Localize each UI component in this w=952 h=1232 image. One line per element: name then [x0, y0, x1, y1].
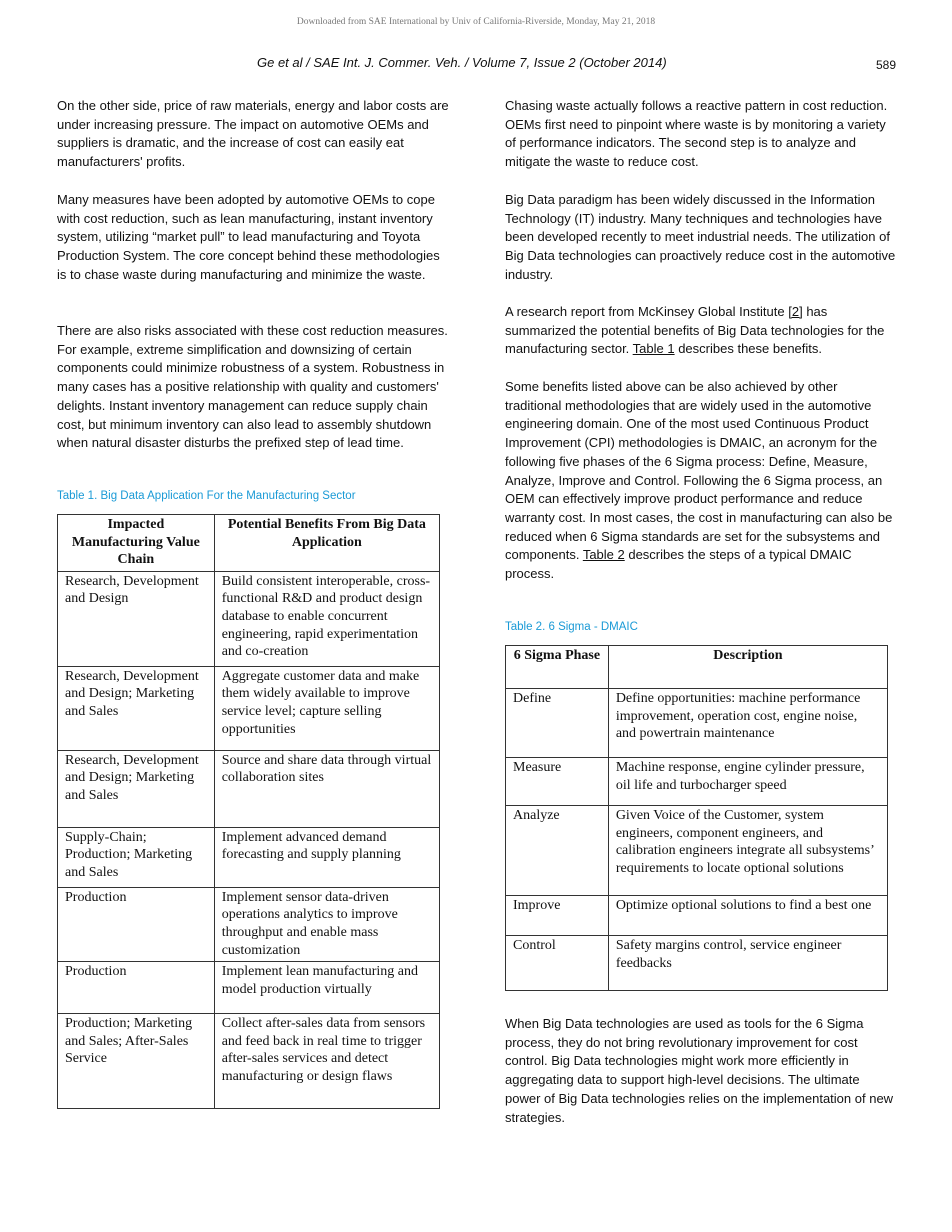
table-row [58, 827, 440, 887]
row-value-cell: Source and share data through virtual collaboration sites [214, 750, 439, 827]
row-label-cell: Production; Marketing and Sales; After-Sales Service [58, 1014, 215, 1109]
text: describes the steps of a typical DMAIC process. [505, 547, 852, 582]
running-header: Ge et al / SAE Int. J. Commer. Veh. / Volume 7, Issue 2 (October 2014) [257, 55, 667, 70]
table-row [58, 1014, 440, 1109]
right-paragraph-4 [505, 378, 897, 584]
left-paragraph-1: On the other side, price of raw materials, energy and labor costs are under increasing pressure. The impact on automotive OEMs and suppliers is dramatic, and the increase of cost can easily eat manufacturers' profits. [57, 98, 449, 170]
table-row [58, 962, 440, 1014]
row-label-cell: Production [58, 962, 215, 1014]
row-value-cell: Implement sensor data-driven operations analytics to improve throughput and enable mass customization [214, 887, 439, 961]
right-paragraph-3 [505, 303, 897, 359]
table2-header: 6 Sigma Phase [506, 646, 609, 689]
table1-header: Impacted Manufacturing Value Chain [58, 515, 215, 572]
table-row [506, 936, 888, 991]
left-paragraph-2: Many measures have been adopted by automotive OEMs to cope with cost reduction, such as lean manufacturing, instant inventory system, utilizing “market pull” to lead manufacturing and Toyota Production System. The core concept behind these methodologies is to chase waste during manufacturing and minimize the waste. [57, 192, 440, 282]
table2-link[interactable]: Table 2 [582, 547, 625, 563]
row-value-cell: Define opportunities: machine performance improvement, operation cost, engine noise, and powertrain maintenance [608, 689, 887, 758]
page-number: 589 [876, 58, 897, 72]
row-label-cell: Research, Development and Design; Marketing and Sales [58, 666, 215, 750]
table-row [58, 887, 440, 961]
row-value-cell: Aggregate customer data and make them widely available to improve service level; capture selling opportunities [214, 666, 439, 750]
left-paragraph-3: There are also risks associated with these cost reduction measures. For example, extreme simplification and downsizing of certain components could minimize robustness of a system. Robustness in many cases has a positive relationship with quality and customers' delights. Instant inventory management can reduce supply chain cost, but minimum inventory can also lead to assembly shutdown when natural disaster disturbs the prefixed step of lead time. [57, 323, 448, 451]
row-value-cell: Build consistent interoperable, cross-functional R&D and product design database to enable concurrent engineering, rapid experimentation and co-creation [214, 571, 439, 666]
table1-link[interactable]: Table 1 [632, 341, 675, 357]
table2-caption: Table 2. 6 Sigma - DMAIC [505, 621, 638, 633]
row-label-cell: Improve [506, 896, 609, 936]
text: A research report from McKinsey Global Institute [505, 304, 789, 319]
row-value-cell: Optimize optional solutions to find a best one [608, 896, 887, 936]
row-label-cell: Define [506, 689, 609, 758]
table-row [506, 896, 888, 936]
table-row [506, 806, 888, 896]
row-label-cell: Research, Development and Design; Marketing and Sales [58, 750, 215, 827]
row-value-cell: Machine response, engine cylinder pressure, oil life and turbocharger speed [608, 758, 887, 806]
table-2 [505, 645, 888, 991]
row-label-cell: Research, Development and Design [58, 571, 215, 666]
table-row [506, 689, 888, 758]
row-label-cell: Measure [506, 758, 609, 806]
table-row [58, 666, 440, 750]
row-label-cell: Analyze [506, 806, 609, 896]
row-label-cell: Production [58, 887, 215, 961]
text: has summarized the potential benefits of Big Data technologies for the manufacturing sector. [505, 304, 885, 357]
table-row [58, 750, 440, 827]
text: Some benefits listed above can be also achieved by other traditional methodologies that are widely used in the automotive engineering domain. One of the most used Continuous Product Improvement (CPI) methodologies is DMAIC, an acronym for the following five phases of the 6 Sigma process: Define, Measure, Analyze, Improve and Control. Following the 6 Sigma process, an OEM can effectively improve product performance and reduce warranty cost. In most cases, the cost in manufacturing can also be reduced when 6 Sigma standards are set for the subsystems and components. [505, 379, 893, 563]
row-value-cell: Collect after-sales data from sensors and feed back in real time to trigger after-sales services and detect manufacturing or design flaws [214, 1014, 439, 1109]
row-value-cell: Implement lean manufacturing and model production virtually [214, 962, 439, 1014]
row-value-cell: Given Voice of the Customer, system engineers, component engineers, and calibration engineers integrate all subsystems’ requirements to locate optional solutions [608, 806, 887, 896]
right-paragraph-5: When Big Data technologies are used as tools for the 6 Sigma process, they do not bring revolutionary improvement for cost control. Big Data technologies might work more efficiently in aggregating data to support high-level decisions. The ultimate power of Big Data technologies relies on the implementation of new strategies. [505, 1016, 894, 1125]
right-paragraph-1: Chasing waste actually follows a reactive pattern in cost reduction. OEMs first need to pinpoint where waste is by monitoring a variety of performance indicators. The second step is to analyze and mitigate the waste to reduce cost. [505, 98, 888, 170]
download-notice: Downloaded from SAE International by Univ of California-Riverside, Monday, May 21, 2018 [296, 17, 656, 27]
row-value-cell: Implement advanced demand forecasting and supply planning [214, 827, 439, 887]
row-label-cell: Control [506, 936, 609, 991]
table-1 [57, 514, 440, 1109]
row-label-cell: Supply-Chain; Production; Marketing and Sales [58, 827, 215, 887]
table2-header: Description [608, 646, 887, 689]
text: describes these benefits. [674, 341, 823, 357]
row-value-cell: Safety margins control, service engineer feedbacks [608, 936, 887, 991]
table1-caption: Table 1. Big Data Application For the Manufacturing Sector [57, 490, 356, 502]
table1-header: Potential Benefits From Big Data Application [214, 515, 439, 572]
reference-link-2[interactable]: [2] [788, 304, 803, 319]
table-row [58, 571, 440, 666]
right-paragraph-2: Big Data paradigm has been widely discussed in the Information Technology (IT) industry. Many techniques and technologies have been developed recently to meet industrial needs. The utilization of Big Data technologies can proactively reduce cost in the automotive industry. [505, 192, 896, 282]
table-row [506, 758, 888, 806]
